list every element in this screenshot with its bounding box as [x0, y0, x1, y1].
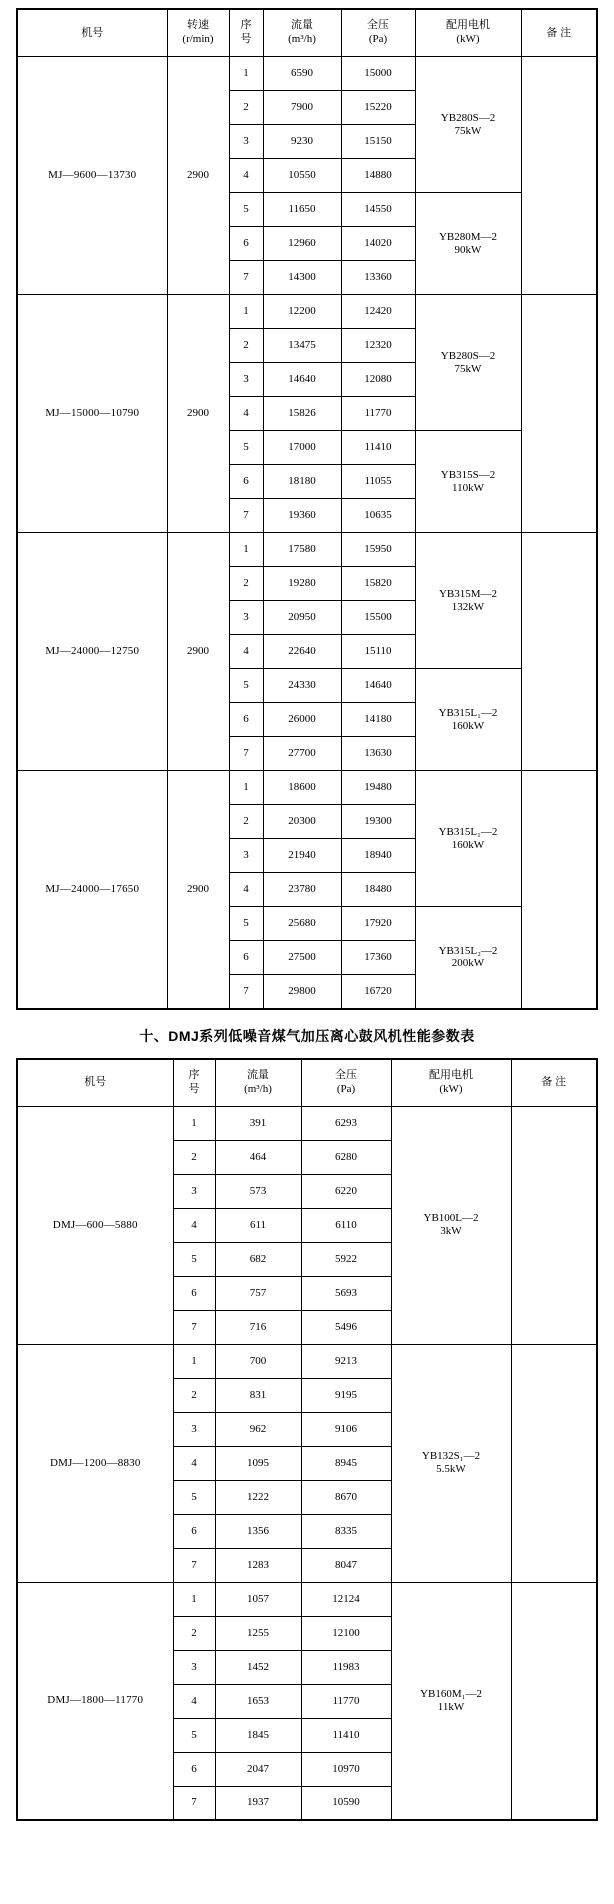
header-motor: 配用电机 (kW)	[391, 1059, 511, 1107]
pressure-cell: 19480	[341, 771, 415, 805]
flow-cell: 12200	[263, 295, 341, 329]
flow-cell: 716	[215, 1310, 301, 1344]
pressure-cell: 11770	[301, 1684, 391, 1718]
pressure-cell: 10635	[341, 499, 415, 533]
pressure-cell: 8335	[301, 1514, 391, 1548]
pressure-cell: 17360	[341, 941, 415, 975]
dmj-performance-table	[16, 1058, 598, 1822]
index-cell: 2	[229, 91, 263, 125]
model-cell: MJ—24000—12750	[17, 533, 167, 771]
motor-cell: YB280S—2 75kW	[415, 295, 521, 431]
flow-cell: 7900	[263, 91, 341, 125]
flow-cell: 1255	[215, 1616, 301, 1650]
speed-cell: 2900	[167, 57, 229, 295]
motor-cell: YB315L₂—2 200kW	[415, 907, 521, 1009]
header-pressure: 全压 (Pa)	[341, 9, 415, 57]
header-remark: 备 注	[521, 9, 597, 57]
pressure-cell: 12420	[341, 295, 415, 329]
pressure-cell: 16720	[341, 975, 415, 1009]
flow-cell: 1283	[215, 1548, 301, 1582]
table-header-row	[17, 9, 597, 57]
index-cell: 4	[229, 397, 263, 431]
index-cell: 5	[229, 907, 263, 941]
model-cell: MJ—9600—13730	[17, 57, 167, 295]
pressure-cell: 11983	[301, 1650, 391, 1684]
index-cell: 6	[173, 1276, 215, 1310]
pressure-cell: 11410	[341, 431, 415, 465]
flow-cell: 9230	[263, 125, 341, 159]
flow-cell: 23780	[263, 873, 341, 907]
speed-cell: 2900	[167, 771, 229, 1009]
index-cell: 2	[173, 1616, 215, 1650]
flow-cell: 25680	[263, 907, 341, 941]
index-cell: 1	[173, 1582, 215, 1616]
pressure-cell: 15150	[341, 125, 415, 159]
pressure-cell: 13360	[341, 261, 415, 295]
header-flow: 流量 (m³/h)	[215, 1059, 301, 1107]
pressure-cell: 12080	[341, 363, 415, 397]
pressure-cell: 10590	[301, 1786, 391, 1820]
pressure-cell: 15500	[341, 601, 415, 635]
pressure-cell: 6110	[301, 1208, 391, 1242]
header-flow: 流量 (m³/h)	[263, 9, 341, 57]
mj-performance-table	[16, 8, 598, 1010]
flow-cell: 27500	[263, 941, 341, 975]
pressure-cell: 8945	[301, 1446, 391, 1480]
flow-cell: 2047	[215, 1752, 301, 1786]
remark-cell	[521, 771, 597, 1009]
index-cell: 4	[173, 1446, 215, 1480]
index-cell: 7	[173, 1310, 215, 1344]
flow-cell: 20950	[263, 601, 341, 635]
pressure-cell: 19300	[341, 805, 415, 839]
index-cell: 6	[229, 465, 263, 499]
index-cell: 6	[173, 1752, 215, 1786]
pressure-cell: 15820	[341, 567, 415, 601]
dmj-table-wrapper	[0, 1058, 614, 1836]
pressure-cell: 10970	[301, 1752, 391, 1786]
flow-cell: 18600	[263, 771, 341, 805]
pressure-cell: 5496	[301, 1310, 391, 1344]
pressure-cell: 15110	[341, 635, 415, 669]
table-row	[17, 57, 597, 91]
flow-cell: 464	[215, 1140, 301, 1174]
flow-cell: 962	[215, 1412, 301, 1446]
model-cell: DMJ—600—5880	[17, 1106, 173, 1344]
model-cell: DMJ—1200—8830	[17, 1344, 173, 1582]
motor-cell: YB100L—2 3kW	[391, 1106, 511, 1344]
flow-cell: 1222	[215, 1480, 301, 1514]
flow-cell: 1845	[215, 1718, 301, 1752]
flow-cell: 1937	[215, 1786, 301, 1820]
flow-cell: 19360	[263, 499, 341, 533]
table-row	[17, 295, 597, 329]
motor-cell: YB160M₁—2 11kW	[391, 1582, 511, 1820]
index-cell: 7	[173, 1786, 215, 1820]
flow-cell: 12960	[263, 227, 341, 261]
index-cell: 5	[173, 1242, 215, 1276]
table-row	[17, 771, 597, 805]
motor-cell: YB280S—2 75kW	[415, 57, 521, 193]
pressure-cell: 14020	[341, 227, 415, 261]
index-cell: 5	[173, 1480, 215, 1514]
index-cell: 2	[229, 805, 263, 839]
index-cell: 7	[229, 261, 263, 295]
header-model: 机号	[17, 1059, 173, 1107]
pressure-cell: 12320	[341, 329, 415, 363]
flow-cell: 611	[215, 1208, 301, 1242]
flow-cell: 13475	[263, 329, 341, 363]
pressure-cell: 14550	[341, 193, 415, 227]
flow-cell: 20300	[263, 805, 341, 839]
flow-cell: 700	[215, 1344, 301, 1378]
header-motor: 配用电机 (kW)	[415, 9, 521, 57]
pressure-cell: 15220	[341, 91, 415, 125]
pressure-cell: 9106	[301, 1412, 391, 1446]
index-cell: 2	[173, 1378, 215, 1412]
flow-cell: 26000	[263, 703, 341, 737]
pressure-cell: 12124	[301, 1582, 391, 1616]
pressure-cell: 17920	[341, 907, 415, 941]
index-cell: 7	[229, 975, 263, 1009]
flow-cell: 19280	[263, 567, 341, 601]
pressure-cell: 9195	[301, 1378, 391, 1412]
table-row	[17, 1344, 597, 1378]
remark-cell	[521, 57, 597, 295]
table-row	[17, 1106, 597, 1140]
index-cell: 4	[229, 159, 263, 193]
index-cell: 7	[229, 499, 263, 533]
flow-cell: 831	[215, 1378, 301, 1412]
section-title: 十、DMJ系列低噪音煤气加压离心鼓风机性能参数表	[139, 1027, 475, 1044]
index-cell: 7	[173, 1548, 215, 1582]
pressure-cell: 5922	[301, 1242, 391, 1276]
header-remark: 备 注	[511, 1059, 597, 1107]
header-model: 机号	[17, 9, 167, 57]
index-cell: 3	[173, 1412, 215, 1446]
index-cell: 6	[229, 703, 263, 737]
pressure-cell: 9213	[301, 1344, 391, 1378]
flow-cell: 682	[215, 1242, 301, 1276]
flow-cell: 6590	[263, 57, 341, 91]
speed-cell: 2900	[167, 533, 229, 771]
flow-cell: 14640	[263, 363, 341, 397]
index-cell: 3	[173, 1174, 215, 1208]
flow-cell: 29800	[263, 975, 341, 1009]
remark-cell	[521, 533, 597, 771]
index-cell: 6	[229, 227, 263, 261]
index-cell: 4	[229, 873, 263, 907]
model-cell: MJ—24000—17650	[17, 771, 167, 1009]
pressure-cell: 14880	[341, 159, 415, 193]
index-cell: 5	[229, 669, 263, 703]
pressure-cell: 11410	[301, 1718, 391, 1752]
flow-cell: 1356	[215, 1514, 301, 1548]
index-cell: 5	[229, 193, 263, 227]
speed-cell: 2900	[167, 295, 229, 533]
flow-cell: 27700	[263, 737, 341, 771]
pressure-cell: 15000	[341, 57, 415, 91]
index-cell: 1	[229, 533, 263, 567]
flow-cell: 17000	[263, 431, 341, 465]
flow-cell: 15826	[263, 397, 341, 431]
pressure-cell: 15950	[341, 533, 415, 567]
pressure-cell: 14180	[341, 703, 415, 737]
pressure-cell: 8670	[301, 1480, 391, 1514]
pressure-cell: 6220	[301, 1174, 391, 1208]
index-cell: 6	[173, 1514, 215, 1548]
flow-cell: 22640	[263, 635, 341, 669]
index-cell: 5	[173, 1718, 215, 1752]
header-index: 序 号	[229, 9, 263, 57]
flow-cell: 17580	[263, 533, 341, 567]
index-cell: 1	[229, 771, 263, 805]
pressure-cell: 12100	[301, 1616, 391, 1650]
pressure-cell: 11770	[341, 397, 415, 431]
index-cell: 1	[173, 1344, 215, 1378]
motor-cell: YB280M—2 90kW	[415, 193, 521, 295]
index-cell: 1	[229, 57, 263, 91]
flow-cell: 18180	[263, 465, 341, 499]
pressure-cell: 8047	[301, 1548, 391, 1582]
flow-cell: 573	[215, 1174, 301, 1208]
flow-cell: 24330	[263, 669, 341, 703]
index-cell: 7	[229, 737, 263, 771]
header-speed: 转速 (r/min)	[167, 9, 229, 57]
flow-cell: 11650	[263, 193, 341, 227]
pressure-cell: 11055	[341, 465, 415, 499]
index-cell: 6	[229, 941, 263, 975]
pressure-cell: 6293	[301, 1106, 391, 1140]
motor-cell: YB315L₁—2 160kW	[415, 771, 521, 907]
flow-cell: 1095	[215, 1446, 301, 1480]
flow-cell: 391	[215, 1106, 301, 1140]
index-cell: 3	[229, 839, 263, 873]
remark-cell	[511, 1582, 597, 1820]
flow-cell: 1452	[215, 1650, 301, 1684]
table-row	[17, 1582, 597, 1616]
index-cell: 1	[173, 1106, 215, 1140]
index-cell: 4	[173, 1684, 215, 1718]
pressure-cell: 13630	[341, 737, 415, 771]
pressure-cell: 6280	[301, 1140, 391, 1174]
pressure-cell: 5693	[301, 1276, 391, 1310]
index-cell: 2	[173, 1140, 215, 1174]
index-cell: 2	[229, 329, 263, 363]
header-pressure: 全压 (Pa)	[301, 1059, 391, 1107]
index-cell: 2	[229, 567, 263, 601]
index-cell: 3	[229, 125, 263, 159]
flow-cell: 21940	[263, 839, 341, 873]
flow-cell: 1057	[215, 1582, 301, 1616]
flow-cell: 1653	[215, 1684, 301, 1718]
table-header-row	[17, 1059, 597, 1107]
index-cell: 3	[229, 363, 263, 397]
model-cell: DMJ—1800—11770	[17, 1582, 173, 1820]
pressure-cell: 14640	[341, 669, 415, 703]
flow-cell: 14300	[263, 261, 341, 295]
index-cell: 4	[173, 1208, 215, 1242]
model-cell: MJ—15000—10790	[17, 295, 167, 533]
index-cell: 4	[229, 635, 263, 669]
remark-cell	[511, 1106, 597, 1344]
flow-cell: 10550	[263, 159, 341, 193]
pressure-cell: 18480	[341, 873, 415, 907]
remark-cell	[521, 295, 597, 533]
index-cell: 3	[173, 1650, 215, 1684]
remark-cell	[511, 1344, 597, 1582]
header-index: 序 号	[173, 1059, 215, 1107]
motor-cell: YB315S—2 110kW	[415, 431, 521, 533]
index-cell: 1	[229, 295, 263, 329]
pressure-cell: 18940	[341, 839, 415, 873]
flow-cell: 757	[215, 1276, 301, 1310]
motor-cell: YB315M—2 132kW	[415, 533, 521, 669]
table-row	[17, 533, 597, 567]
motor-cell: YB132S₁—2 5.5kW	[391, 1344, 511, 1582]
index-cell: 5	[229, 431, 263, 465]
index-cell: 3	[229, 601, 263, 635]
motor-cell: YB315L₁—2 160kW	[415, 669, 521, 771]
